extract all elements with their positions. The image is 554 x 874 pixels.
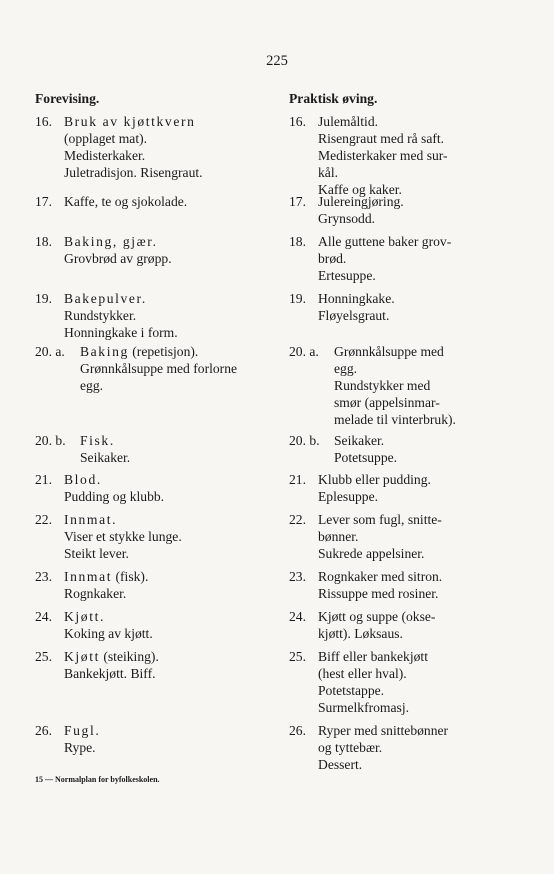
entry-line: Kjøtt (steiking).	[64, 649, 159, 664]
entry-line: Grynsodd.	[318, 211, 376, 226]
entry-number: 20. b.	[35, 433, 66, 448]
entry-line: Grovbrød av grøpp.	[64, 251, 172, 266]
entry-line: Grønnkålsuppe med	[334, 344, 444, 359]
entry-line: Bankekjøtt. Biff.	[64, 666, 156, 681]
entry-lines	[318, 568, 442, 602]
entry-line: Alle guttene baker grov-	[318, 234, 452, 249]
entry-line: brød.	[318, 251, 347, 266]
footer-note: 15 — Normalplan for byfolkeskolen.	[35, 775, 160, 784]
entry-number: 18.	[35, 234, 52, 249]
entry-number: 21.	[35, 472, 52, 487]
entry-line: Surmelkfromasj.	[318, 700, 409, 715]
entry-number: 21.	[289, 472, 306, 487]
entry-line: og tyttebær.	[318, 740, 383, 755]
entry-line: bønner.	[318, 529, 359, 544]
entry-lines	[64, 471, 164, 505]
entry-line: kjøtt). Løksaus.	[318, 626, 403, 641]
entry-line: Seikaker.	[334, 433, 385, 448]
entry-lines	[64, 113, 203, 181]
entry-number: 20. a.	[289, 344, 319, 359]
entry-line: Potetstappe.	[318, 683, 385, 698]
entry-lines	[64, 193, 187, 210]
entry-line: Pudding og klubb.	[64, 489, 165, 504]
entry-line: Seikaker.	[80, 450, 131, 465]
entry-line: kål.	[318, 165, 339, 180]
entry-line: melade til vinterbruk).	[334, 412, 456, 427]
entry-lines	[80, 343, 237, 394]
entry-number: 19.	[35, 291, 52, 306]
entry-number: 17.	[289, 194, 306, 209]
entry-number: 24.	[35, 609, 52, 624]
entry-lines	[64, 568, 148, 602]
entry-number: 16.	[35, 114, 52, 129]
entry-number: 26.	[289, 723, 306, 738]
entry-lines	[64, 290, 178, 341]
entry-line: Kjøtt.	[64, 609, 105, 624]
entry-lines	[334, 343, 456, 428]
entry-number: 26.	[35, 723, 52, 738]
entry-line: Innmat (fisk).	[64, 569, 149, 584]
entry-lines	[80, 432, 130, 466]
entry-line: Medisterkaker med sur-	[318, 148, 448, 163]
entry-number: 20. b.	[289, 433, 320, 448]
entry-line: Ryper med snittebønner	[318, 723, 449, 738]
entry-line: Fisk.	[80, 433, 115, 448]
left-column-forevising	[35, 90, 255, 755]
entry-line: (opplaget mat).	[64, 131, 148, 146]
entry-line: Bakepulver.	[64, 291, 147, 306]
entry-lines	[64, 608, 153, 642]
entry-number: 25.	[289, 649, 306, 664]
entry-line: Baking, gjær.	[64, 234, 158, 249]
entry-line: Risengraut med rå saft.	[318, 131, 445, 146]
entry-lines	[318, 471, 431, 505]
entry-lines	[318, 648, 428, 716]
entry-number: 17.	[35, 194, 52, 209]
entry-lines	[318, 290, 395, 324]
entry-line: Steikt lever.	[64, 546, 129, 561]
entry-line: Rundstykker.	[64, 308, 137, 323]
entry-line: Dessert.	[318, 757, 363, 772]
page-number: 225	[266, 53, 288, 69]
entry-line: Kaffe og kaker.	[318, 182, 402, 197]
entry-line: Julereingjøring.	[318, 194, 404, 209]
right-column-heading: Praktisk øving.	[289, 91, 378, 106]
entry-line: Klubb eller pudding.	[318, 472, 431, 487]
entry-number: 19.	[289, 291, 306, 306]
entry-number: 22.	[35, 512, 52, 527]
entry-number: 23.	[289, 569, 306, 584]
entry-line: (hest eller hval).	[318, 666, 407, 681]
entry-lines	[64, 511, 182, 562]
entry-line: Ertesuppe.	[318, 268, 376, 283]
entry-line: Rype.	[64, 740, 96, 755]
entry-line: Lever som fugl, snitte-	[318, 512, 442, 527]
entry-number: 16.	[289, 114, 306, 129]
entry-line: Koking av kjøtt.	[64, 626, 153, 641]
entry-lines	[64, 648, 159, 682]
entry-line: Juletradisjon. Risengraut.	[64, 165, 203, 180]
entry-lines	[318, 722, 448, 773]
entry-number: 22.	[289, 512, 306, 527]
entry-lines	[64, 722, 100, 756]
left-column-heading: Forevising.	[35, 91, 100, 106]
entry-line: Eplesuppe.	[318, 489, 379, 504]
entry-line: Kaffe, te og sjokolade.	[64, 194, 188, 209]
entry-line: Rognkaker med sitron.	[318, 569, 443, 584]
entry-line: Sukrede appelsiner.	[318, 546, 425, 561]
entry-line: Kjøtt og suppe (okse-	[318, 609, 436, 624]
entry-line: Medisterkaker.	[64, 148, 146, 163]
entry-line: Rissuppe med rosiner.	[318, 586, 439, 601]
entry-line: smør (appelsinmar-	[334, 395, 440, 410]
entry-lines	[318, 113, 448, 198]
entry-number: 24.	[289, 609, 306, 624]
entry-number: 23.	[35, 569, 52, 584]
entry-line: egg.	[334, 361, 358, 376]
entry-line: Honningkake.	[318, 291, 395, 306]
entry-line: Rognkaker.	[64, 586, 127, 601]
entry-number: 20. a.	[35, 344, 65, 359]
entry-line: Fløyelsgraut.	[318, 308, 390, 323]
entry-line: Viser et stykke lunge.	[64, 529, 182, 544]
entry-line: Bruk av kjøttkvern	[64, 114, 196, 129]
entry-lines	[334, 432, 397, 466]
entry-line: Honningkake i form.	[64, 325, 178, 340]
entry-line: Biff eller bankekjøtt	[318, 649, 428, 664]
entry-number: 25.	[35, 649, 52, 664]
entry-lines	[318, 511, 442, 562]
entry-line: Grønnkålsuppe med forlorne	[80, 361, 238, 376]
entry-line: Blod.	[64, 472, 102, 487]
entry-line: egg.	[80, 378, 104, 393]
entry-lines	[318, 233, 451, 284]
entry-line: Julemåltid.	[318, 114, 379, 129]
entry-lines	[64, 233, 172, 267]
entry-lines	[318, 608, 435, 642]
entry-line: Potetsuppe.	[334, 450, 398, 465]
entry-line: Fugl.	[64, 723, 101, 738]
entry-number: 18.	[289, 234, 306, 249]
entry-line: Rundstykker med	[334, 378, 431, 393]
right-column-praktisk-oving	[289, 90, 467, 772]
entry-lines	[318, 193, 404, 227]
entry-line: Baking (repetisjon).	[80, 344, 199, 359]
entry-line: Innmat.	[64, 512, 118, 527]
